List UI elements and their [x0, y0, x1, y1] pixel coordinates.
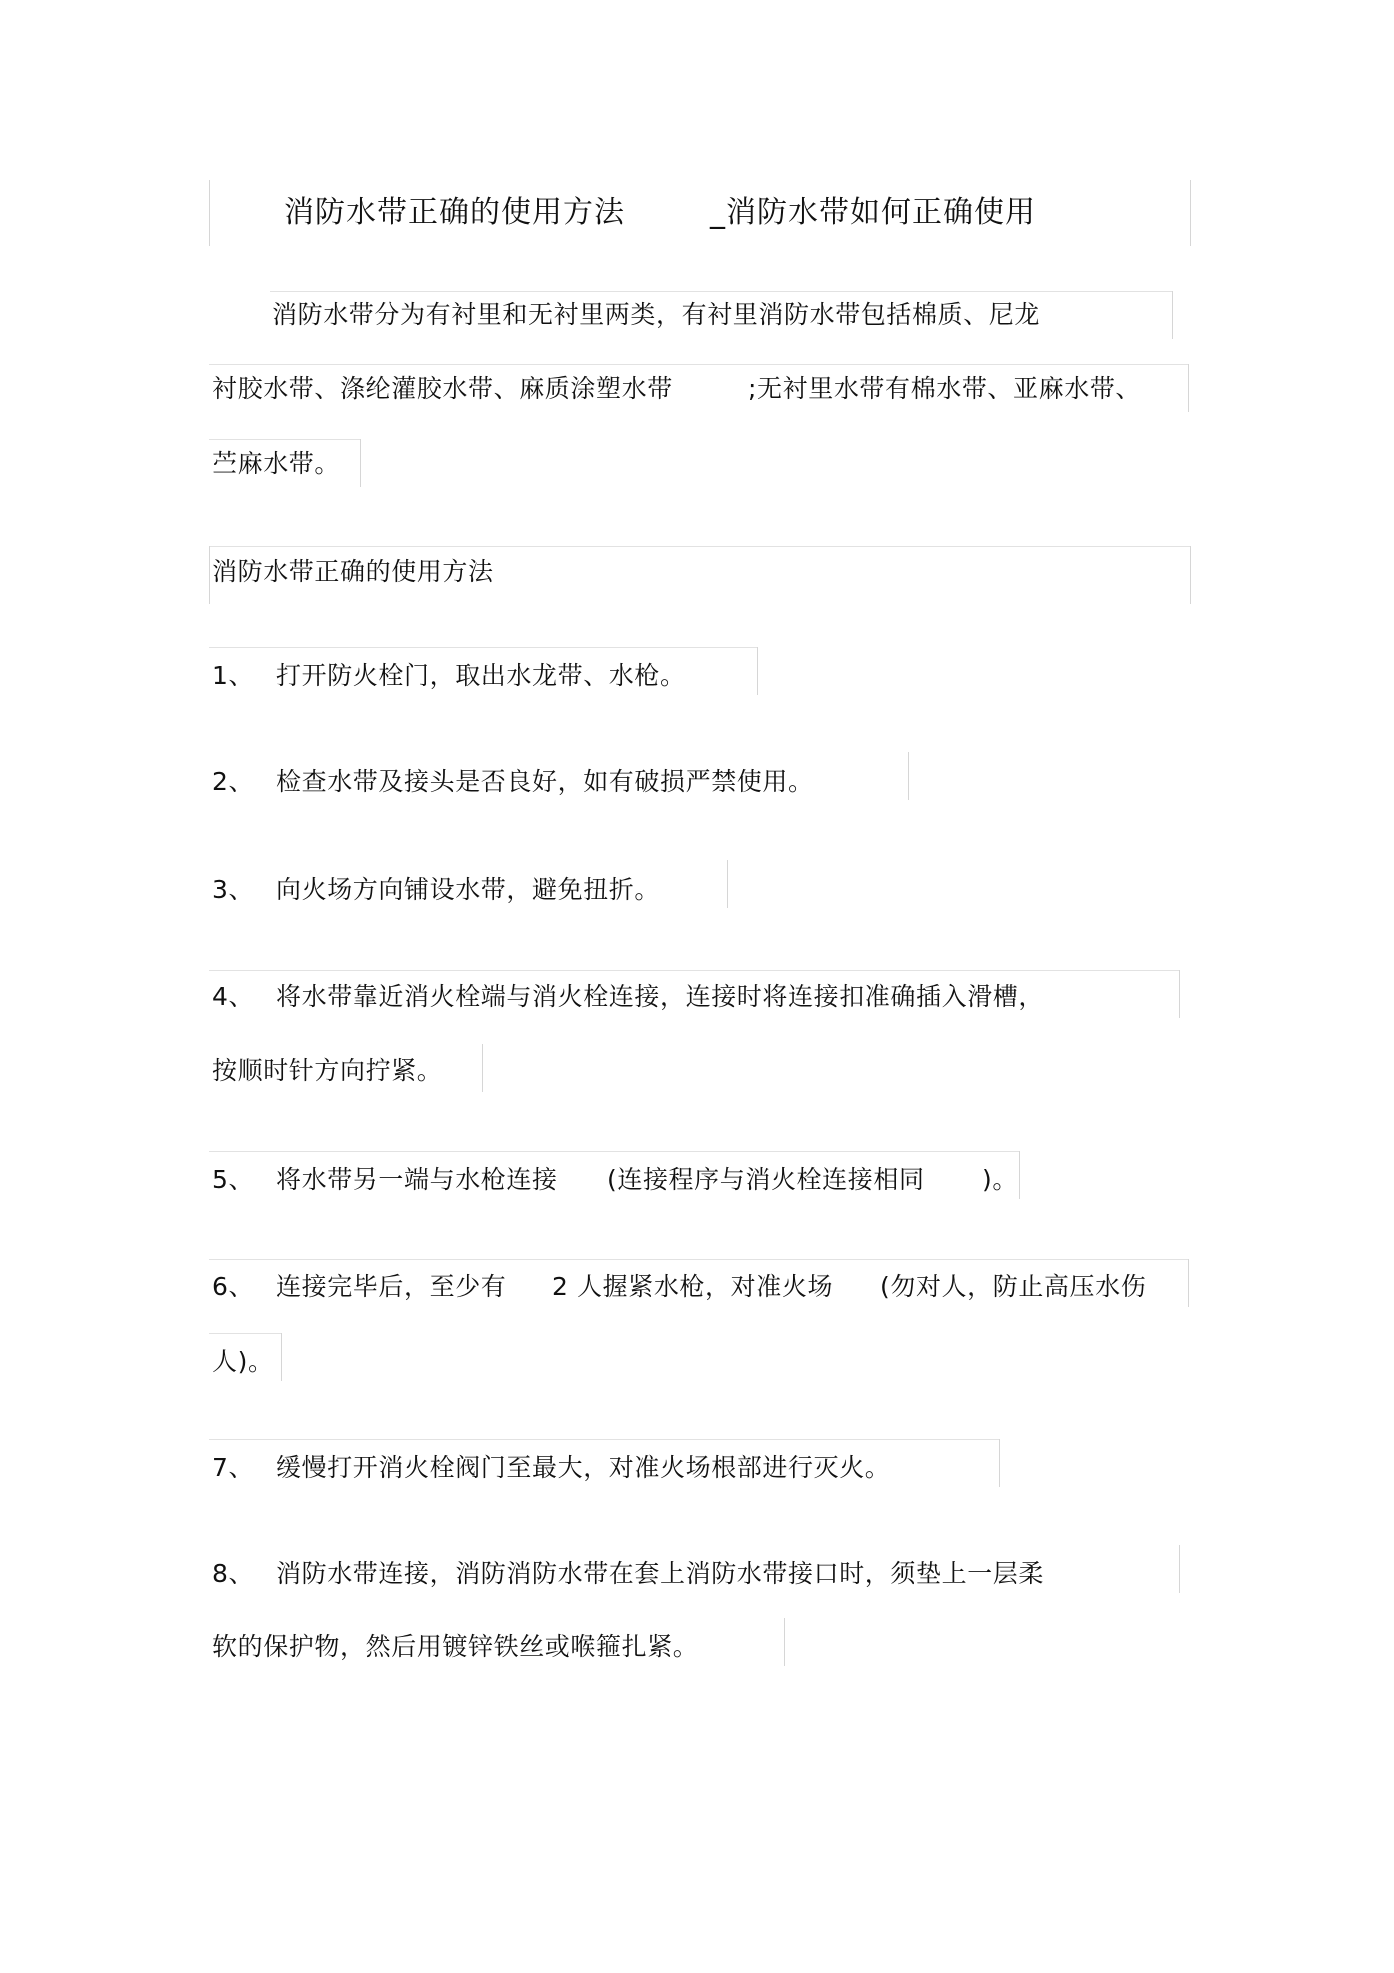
step7-box-right	[999, 1439, 1000, 1487]
step-number: 6、	[212, 1272, 255, 1301]
step4-box-top	[209, 970, 1179, 971]
step-number: 2、	[212, 767, 255, 796]
step-text: 消防水带连接，消防消防水带在套上消防水带接口时，须垫上一层柔	[276, 1559, 1045, 1588]
step-text: 连接完毕后，至少有	[276, 1272, 507, 1301]
intro-line-2a: 衬胶水带、涤纶灌胶水带、麻质涂塑水带	[212, 374, 673, 403]
step-3	[212, 875, 660, 905]
step-number: 1、	[212, 661, 255, 690]
step-4-line-2: 按顺时针方向拧紧。	[212, 1056, 443, 1085]
step6-line2-box-right	[281, 1333, 282, 1381]
section-box-top	[209, 546, 1190, 547]
intro-line3-box-top	[209, 439, 361, 440]
step-number: 5、	[212, 1165, 255, 1194]
step-4-line-1	[212, 982, 1044, 1012]
section-heading: 消防水带正确的使用方法	[212, 557, 494, 586]
step-7	[212, 1453, 890, 1483]
step-6-line-1	[212, 1272, 506, 1302]
step6-line2-box-top	[209, 1333, 281, 1334]
step-2	[212, 767, 814, 797]
step7-box-top	[209, 1439, 999, 1440]
intro-line2-box-top	[209, 364, 1189, 365]
step1-box-right	[757, 647, 758, 695]
step-text: 将水带靠近消火栓端与消火栓连接，连接时将连接扣准确插入滑槽，	[276, 982, 1045, 1011]
step5-box-right	[1019, 1151, 1020, 1199]
step-text: 打开防火栓门，取出水龙带、水枪。	[276, 661, 686, 690]
step8-line2-box-right	[784, 1618, 785, 1666]
page-subtitle: _消防水带如何正确使用	[710, 195, 1036, 230]
step-number: 3、	[212, 875, 255, 904]
step1-box-top	[209, 647, 757, 648]
step-5-end: )。	[982, 1165, 1018, 1194]
step-5	[212, 1165, 558, 1195]
step-8-line-2: 软的保护物，然后用镀锌铁丝或喉箍扎紧。	[212, 1632, 699, 1661]
step-1	[212, 661, 686, 691]
intro-box-top	[270, 291, 1172, 292]
title-box-right	[1190, 180, 1191, 246]
step4-box-right	[1179, 970, 1180, 1018]
step-text: 将水带另一端与水枪连接	[276, 1165, 558, 1194]
step5-box-top	[209, 1151, 1019, 1152]
step-text: 缓慢打开消火栓阀门至最大，对准火场根部进行灭火。	[276, 1453, 891, 1482]
section-box-right	[1190, 546, 1191, 604]
step-6-paren: (勿对人，防止高压水伤	[880, 1272, 1147, 1301]
step2-box-right	[908, 752, 909, 800]
intro-box-right	[1172, 291, 1173, 339]
step-number: 8、	[212, 1559, 255, 1588]
page-title: 消防水带正确的使用方法	[284, 195, 625, 230]
step-text: 检查水带及接头是否良好，如有破损严禁使用。	[276, 767, 814, 796]
step3-box-right	[727, 860, 728, 908]
intro-line-1: 消防水带分为有衬里和无衬里两类，有衬里消防水带包括棉质、尼龙	[272, 300, 1041, 329]
step-number: 7、	[212, 1453, 255, 1482]
step-6-count: 2 人握紧水枪，对准火场	[552, 1272, 834, 1301]
step-text: 向火场方向铺设水带，避免扭折。	[276, 875, 661, 904]
step-5-paren: (连接程序与消火栓连接相同	[607, 1165, 925, 1194]
title-box-left	[209, 180, 210, 246]
intro-line-2b: ;无衬里水带有棉水带、亚麻水带、	[748, 374, 1142, 403]
step-number: 4、	[212, 982, 255, 1011]
intro-line2-box-right	[1188, 364, 1189, 412]
step6-box-right	[1188, 1259, 1189, 1307]
step-6-line-2: 人)。	[212, 1347, 274, 1376]
step-8-line-1	[212, 1559, 1044, 1589]
step6-box-top	[209, 1259, 1188, 1260]
intro-line-3: 苎麻水带。	[212, 449, 341, 478]
section-box-left	[209, 546, 210, 604]
intro-line3-box-right	[360, 439, 361, 487]
step8-box-right	[1179, 1545, 1180, 1593]
step4-line2-box-right	[482, 1044, 483, 1092]
